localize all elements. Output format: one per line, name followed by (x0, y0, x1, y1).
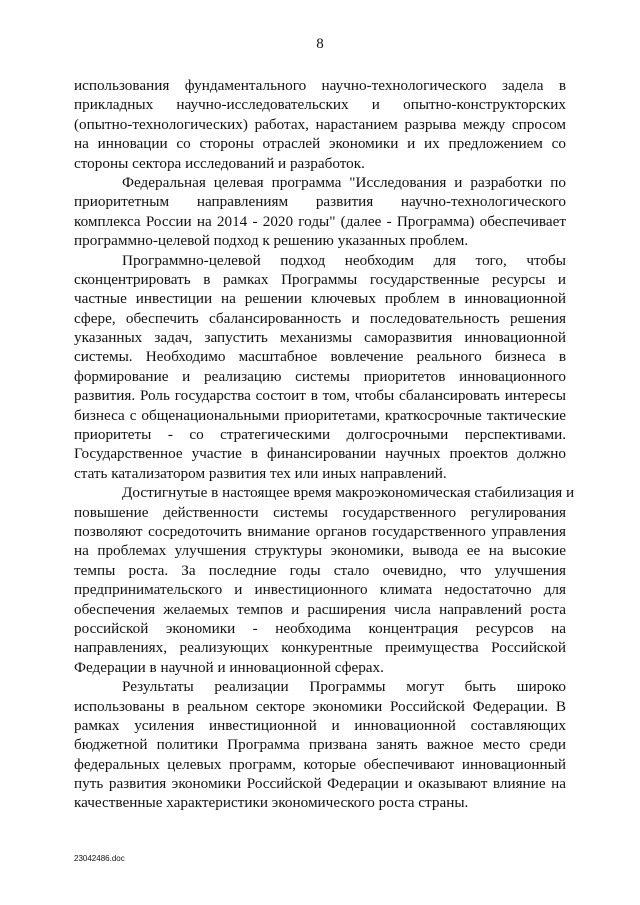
text-line: Результаты реализации Программы могут быть широко (122, 678, 566, 696)
text-line: российской экономики - необходима концентрация ресурсов на (74, 619, 566, 637)
text-line: приоритетным направлениям развития научно-технологического (74, 193, 566, 211)
text-line: прикладных научно-исследовательских и опытно-конструкторских (74, 96, 566, 114)
paragraph (74, 251, 566, 484)
document-body (74, 76, 575, 813)
text-line: позволяют сосредоточить внимание органов государственного управления (74, 522, 566, 540)
text-line: путь развития экономики Российской Федерации и оказывают влияние на (74, 775, 566, 793)
text-line: темпы роста. За последние годы стало очевидно, что улучшения (74, 561, 566, 579)
text-line: развития. Роль государства состоит в том, чтобы сбалансировать интересы (74, 387, 566, 405)
text-line: федеральных целевых программ, которые обеспечивают инновационный (74, 755, 566, 773)
text-line: на проблемах улучшения структуры экономики, вывода ее на высокие (74, 542, 566, 560)
text-line: (опытно-технологических) работах, нарастанием разрыва между спросом (74, 115, 566, 133)
text-line: обеспечения желаемых темпов и расширения числа направлений роста (74, 600, 566, 618)
text-line: использования фундаментального научно-технологического задела в (74, 77, 566, 94)
text-line: сфере, обеспечить сбалансированность и последовательность решения (74, 309, 566, 327)
text-line: комплекса России на 2014 - 2020 годы" (далее - Программа) обеспечивает (74, 212, 566, 230)
text-line: направлениях, реализующих конкурентные преимущества Российской (74, 639, 566, 657)
paragraph (74, 677, 566, 813)
text-line: Государственное участие в финансировании научных проектов должно (74, 445, 566, 463)
text-line: Программно-целевой подход необходим для того, чтобы (122, 251, 566, 269)
page-number: 8 (316, 36, 324, 52)
text-line: предпринимательского и инвестиционного климата недостаточно для (74, 581, 566, 599)
text-line: на инновации со стороны отраслей экономики и их предложением со (74, 135, 566, 153)
text-line: сконцентрировать в рамках Программы государственные ресурсы и (74, 270, 566, 288)
text-line: бизнеса с общенациональными приоритетами, краткосрочные тактические (74, 406, 566, 424)
text-line: программно-целевой подход к решению указанных проблем. (74, 232, 469, 250)
text-line: Федерации в научной и инновационной сферах. (74, 658, 384, 676)
text-line: рамках усиления инвестиционной и инновационной составляющих (74, 716, 566, 734)
text-line: формирование и реализацию системы приоритетов инновационного (74, 367, 566, 385)
paragraph (74, 76, 566, 173)
text-line: Федеральная целевая программа "Исследования и разработки по (122, 173, 566, 191)
text-line: системы. Необходимо масштабное вовлечение реального бизнеса в (74, 348, 566, 366)
text-line: стороны сектора исследований и разработок. (74, 154, 365, 172)
paragraph (74, 173, 566, 251)
text-line: использованы в реальном секторе экономики Российской Федерации. В (74, 697, 566, 715)
text-line: Достигнутые в настоящее время макроэкономическая стабилизация и (122, 484, 575, 502)
text-line: стать катализатором развития тех или иных направлений. (74, 464, 447, 482)
text-line: приоритеты - со стратегическими долгосрочными перспективами. (74, 426, 566, 444)
text-line: бюджетной политики Программа призвана занять важное место среди (74, 736, 566, 754)
paragraph (74, 483, 575, 677)
text-line: качественные характеристики экономического роста страны. (74, 794, 469, 812)
text-line: указанных задач, запустить механизмы саморазвития инновационной (74, 329, 566, 347)
footer-doc-id: 23042486.doc (74, 854, 125, 863)
text-line: повышение действенности системы государственного регулирования (74, 503, 566, 521)
text-line: частные инвестиции на решении ключевых проблем в инновационной (74, 290, 566, 308)
